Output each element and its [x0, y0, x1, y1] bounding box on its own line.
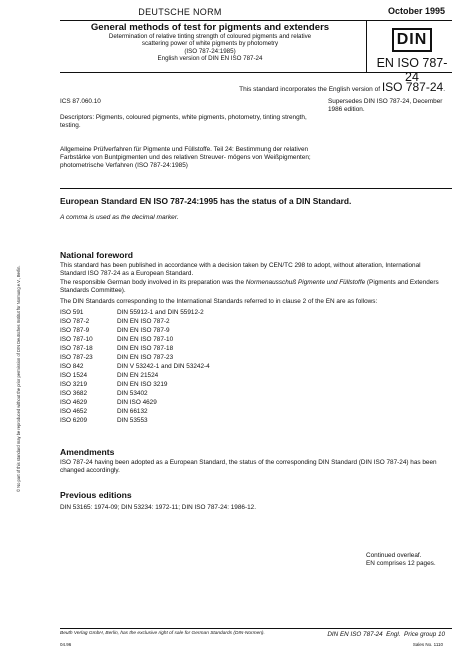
din-standard-cell: DIN EN ISO 787-18: [117, 345, 174, 352]
incorporates-text: This standard incorporates the English version of: [239, 86, 382, 93]
table-row: [60, 407, 210, 416]
copyright-sidebar-text: © No part of this standard may be reproduced without the prior permission of DIN Deutsches Institut für Normung e.V., Berlin.: [16, 265, 21, 492]
incorporates-line: [60, 80, 445, 94]
iso-standard-cell: ISO 3219: [60, 381, 88, 388]
previous-editions-heading: Previous editions: [60, 490, 132, 500]
din-box: [372, 22, 452, 84]
header-norm-label: DEUTSCHE NORM: [138, 7, 222, 17]
footer-price: Price group 10: [404, 631, 445, 638]
amendments-text: ISO 787-24 having been adopted as a European Standard, the status of the corresponding DIN Standard (DIN ISO 787-24) has been changed accordingly.: [60, 459, 437, 474]
german-title: Allgemeine Prüfverfahren für Pigmente und Füllstoffe. Teil 24: Bestimmung der relativen Farbstärke von Buntpigmenten und des relativen Streuver- mögens von Weißpigmenten; photometrische Verfahren (ISO 787-24:1985): [60, 146, 311, 169]
ics-code: ICS 87.060.10: [60, 98, 101, 105]
amendments-heading: Amendments: [60, 447, 115, 457]
incorporates-end: .: [443, 86, 445, 93]
title-block: [60, 22, 360, 63]
iso-standard-cell: ISO 591: [60, 309, 84, 316]
iso-standard-cell: ISO 3682: [60, 390, 88, 397]
din-standard-cell: DIN ISO 4629: [117, 399, 157, 406]
comma-note: A comma is used as the decimal marker.: [60, 214, 179, 221]
committee-name: Normenausschuß Pigmente und Füllstoffe: [245, 279, 366, 286]
iso-standard-cell: ISO 842: [60, 363, 84, 370]
title-sub-1: Determination of relative tinting strength of coloured pigments and relative: [108, 33, 312, 40]
iso-standard-cell: ISO 787-9: [60, 327, 90, 334]
iso-standard-cell: ISO 787-2: [60, 318, 90, 325]
din-standard-cell: DIN EN 21524: [117, 372, 159, 379]
footer-publisher: Beuth Verlag GmbH, Berlin, has the exclusive right of sale for German Standards (DIN-Normen).: [60, 631, 265, 636]
iso-standard-cell: ISO 787-18: [60, 345, 93, 352]
supersedes-note: Supersedes DIN ISO 787-24, December 1986 edition.: [328, 98, 443, 113]
din-standard-cell: DIN EN ISO 787-23: [117, 354, 174, 361]
table-row: [60, 335, 210, 344]
header-date: October 1995: [387, 6, 445, 16]
descriptors: Descriptors: Pigments, coloured pigments, white pigments, photometry, tinting strength, testing.: [60, 114, 307, 129]
table-row: [60, 362, 210, 371]
iso-standard-cell: ISO 787-10: [60, 336, 93, 343]
title-divider: [366, 20, 367, 72]
table-row: [60, 353, 210, 362]
din-standard-cell: DIN 55912-1 and DIN 55912-2: [117, 309, 204, 316]
din-standard-cell: DIN 66132: [117, 408, 148, 415]
continued-overleaf: Continued overleaf.: [366, 552, 422, 559]
footer-reference: [327, 631, 445, 638]
iso-standard-cell: ISO 6209: [60, 417, 88, 424]
table-row: [60, 326, 210, 335]
din-standard-cell: DIN V 53242-1 and DIN 53242-4: [117, 363, 210, 370]
continued-note: [366, 552, 436, 568]
header-rule: [60, 20, 452, 21]
din-standard-cell: DIN EN ISO 787-10: [117, 336, 174, 343]
national-foreword-para-2: [60, 279, 445, 295]
footer-code: 04.96: [60, 642, 72, 647]
din-standard-cell: DIN 53553: [117, 417, 148, 424]
table-row: [60, 416, 210, 425]
iso-standard-cell: ISO 4629: [60, 399, 88, 406]
para2-suffix: (Pigments and Extenders Standards Committee).: [60, 279, 439, 294]
title-sub-4: English version of DIN EN ISO 787-24: [157, 55, 263, 63]
title-main: General methods of test for pigments and extenders: [90, 22, 330, 33]
iso-standard-cell: ISO 1524: [60, 372, 88, 379]
standards-correspondence-table: [60, 308, 210, 425]
din-standard-cell: DIN 53402: [117, 390, 148, 397]
incorporates-iso: ISO 787-24: [381, 80, 444, 94]
table-row: [60, 308, 210, 317]
footer-rule: [60, 628, 452, 629]
eu-standard-status: European Standard EN ISO 787-24:1995 has the status of a DIN Standard.: [60, 196, 352, 206]
table-row: [60, 317, 210, 326]
national-foreword-para-1: This standard has been published in accordance with a decision taken by CEN/TC 298 to adopt, without alteration, International Standard ISO 787-24 as a European Standard.: [60, 262, 421, 277]
copyright-sidebar: [12, 172, 20, 492]
footer-ref: DIN EN ISO 787-24: [327, 631, 383, 638]
footer-sales-no: Sales No. 1110: [412, 642, 443, 647]
iso-standard-cell: ISO 787-23: [60, 354, 93, 361]
previous-editions-text: DIN 53165: 1974-09; DIN 53234: 1972-11; DIN ISO 787-24: 1986-12.: [60, 504, 256, 511]
din-number: EN ISO 787-24: [376, 56, 448, 84]
din-standard-cell: DIN EN ISO 787-2: [117, 318, 170, 325]
table-row: [60, 398, 210, 407]
din-standard-cell: DIN EN ISO 787-9: [117, 327, 170, 334]
table-row: [60, 380, 210, 389]
title-sub-3: (ISO 787-24:1985): [184, 47, 236, 55]
iso-standard-cell: ISO 4652: [60, 408, 88, 415]
din-logo: DIN: [392, 28, 432, 52]
section-rule: [60, 188, 452, 189]
footer-lang: Engl.: [386, 631, 401, 638]
para2-prefix: The responsible German body involved in its preparation was the: [60, 279, 246, 286]
national-foreword-para-3: The DIN Standards corresponding to the International Standards referred to in clause 2 of the EN are as follows:: [60, 298, 378, 305]
table-row: [60, 371, 210, 380]
page-count: EN comprises 12 pages.: [366, 560, 436, 567]
national-foreword-heading: National foreword: [60, 250, 134, 260]
title-sub-2: scattering power of white pigments by photometry: [141, 40, 279, 48]
table-row: [60, 389, 210, 398]
din-standard-cell: DIN EN ISO 3219: [117, 381, 168, 388]
table-row: [60, 344, 210, 353]
